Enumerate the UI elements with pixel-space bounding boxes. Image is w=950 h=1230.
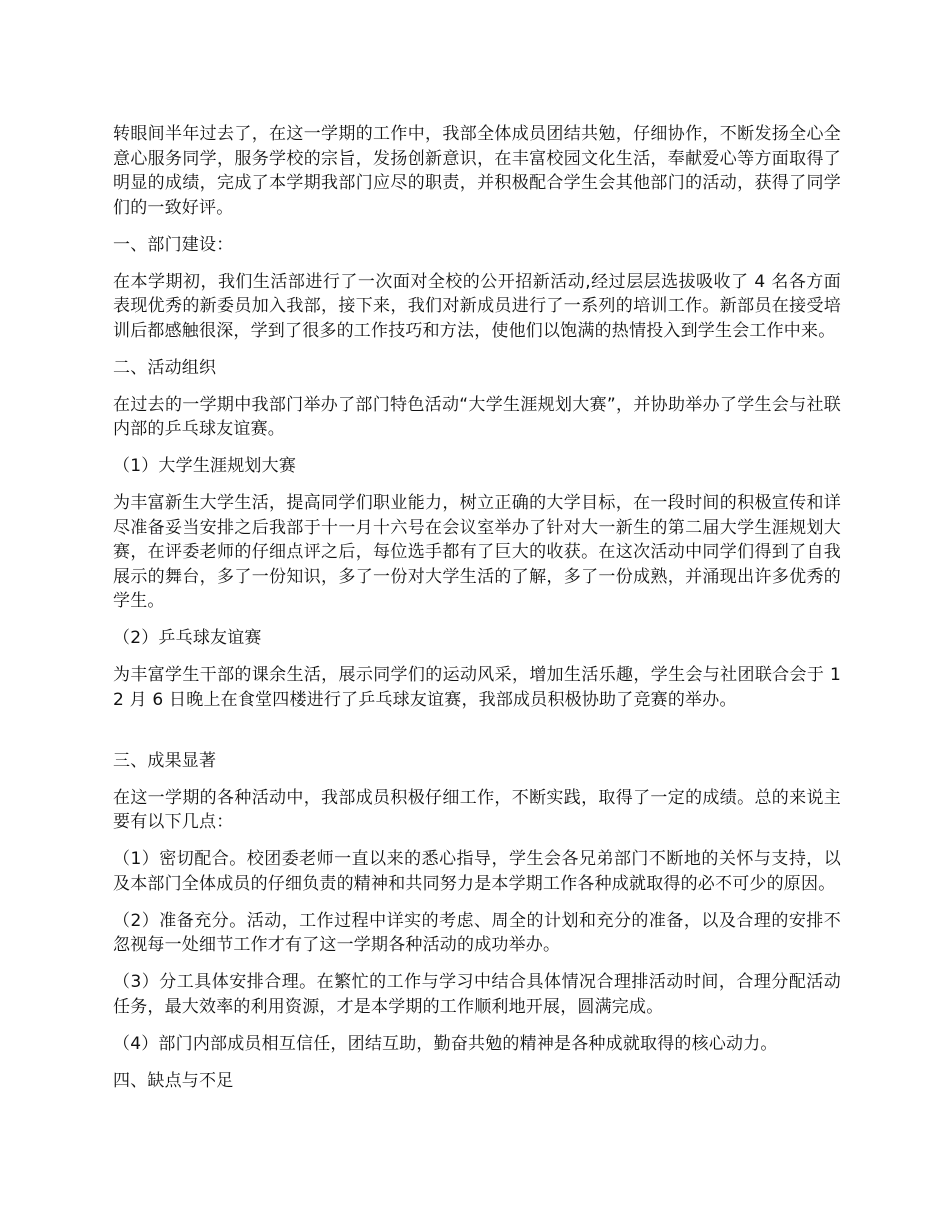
achievement-item-2: （2）准备充分。活动，工作过程中详实的考虑、周全的计划和充分的准备，以及合理的安排不忽视每一处细节工作才有了这一学期各种活动的成功举办。 (113, 910, 841, 955)
section-heading-achievements: 三、成果显著 (113, 750, 217, 771)
section-heading-activity-organization: 二、活动组织 (113, 357, 217, 378)
achievements-intro-paragraph: 在这一学期的各种活动中，我部成员积极仔细工作，不断实践，取得了一定的成绩。总的来说主要有以下几点： (113, 787, 841, 832)
blank-line (113, 725, 841, 749)
table-tennis-paragraph: 为丰富学生干部的课余生活，展示同学们的运动风采，增加生活乐趣，学生会与社团联合会于 12 月 6 日晚上在食堂四楼进行了乒乓球友谊赛，我部成员积极协助了竞赛的举办。 (113, 665, 841, 710)
achievement-item-1: （1）密切配合。校团委老师一直以来的悉心指导，学生会各兄弟部门不断地的关怀与支持，以及本部门全体成员的仔细负责的精神和共同努力是本学期工作各种成就取得的必不可少的原因。 (113, 849, 841, 894)
achievement-item-4: （4）部门内部成员相互信任，团结互助，勤奋共勉的精神是各种成就取得的核心动力。 (113, 1033, 778, 1054)
activity-overview-paragraph: 在过去的一学期中我部门举办了部门特色活动“大学生涯规划大赛”，并协助举办了学生会与社联内部的乒乓球友谊赛。 (113, 394, 841, 439)
section-heading-shortcomings: 四、缺点与不足 (113, 1070, 234, 1091)
subheading-table-tennis-match: （2）乒乓球友谊赛 (113, 628, 262, 648)
career-planning-paragraph: 为丰富新生大学生活，提高同学们职业能力，树立正确的大学目标，在一段时间的积极宣传和详尽准备妥当安排之后我部于十一月十六号在会议室举办了针对大一新生的第二届大学生涯规划大赛，在评委老师的仔细点评之后，每位选手都有了巨大的收获。在这次活动中同学们得到了自我展示的舞台，多了一份知识，多了一份对大学生活的了解，多了一份成熟，并涌现出许多优秀的学生。 (113, 493, 841, 611)
subheading-career-planning-contest: （1）大学生涯规划大赛 (113, 456, 297, 476)
achievement-item-3: （3）分工具体安排合理。在繁忙的工作与学习中结合具体情况合理排活动时间，合理分配活动任务，最大效率的利用资源，才是本学期的工作顺利地开展，圆满完成。 (113, 972, 841, 1017)
department-building-paragraph: 在本学期初，我们生活部进行了一次面对全校的公开招新活动,经过层层选拔吸收了 4 名各方面表现优秀的新委员加入我部，接下来，我们对新成员进行了一系列的培训工作。新部员在接受培训后都感触很深，学到了很多的工作技巧和方法，使他们以饱满的热情投入到学生会工作中来。 (113, 271, 841, 341)
section-heading-department-building: 一、部门建设： (113, 234, 234, 255)
intro-paragraph: 转眼间半年过去了，在这一学期的工作中，我部全体成员团结共勉，仔细协作，不断发扬全心全意心服务同学，服务学校的宗旨，发扬创新意识，在丰富校园文化生活，奉献爱心等方面取得了明显的成绩，完成了本学期我部门应尽的职责，并积极配合学生会其他部门的活动，获得了同学们的一致好评。 (113, 124, 841, 218)
document-body (113, 122, 841, 1106)
